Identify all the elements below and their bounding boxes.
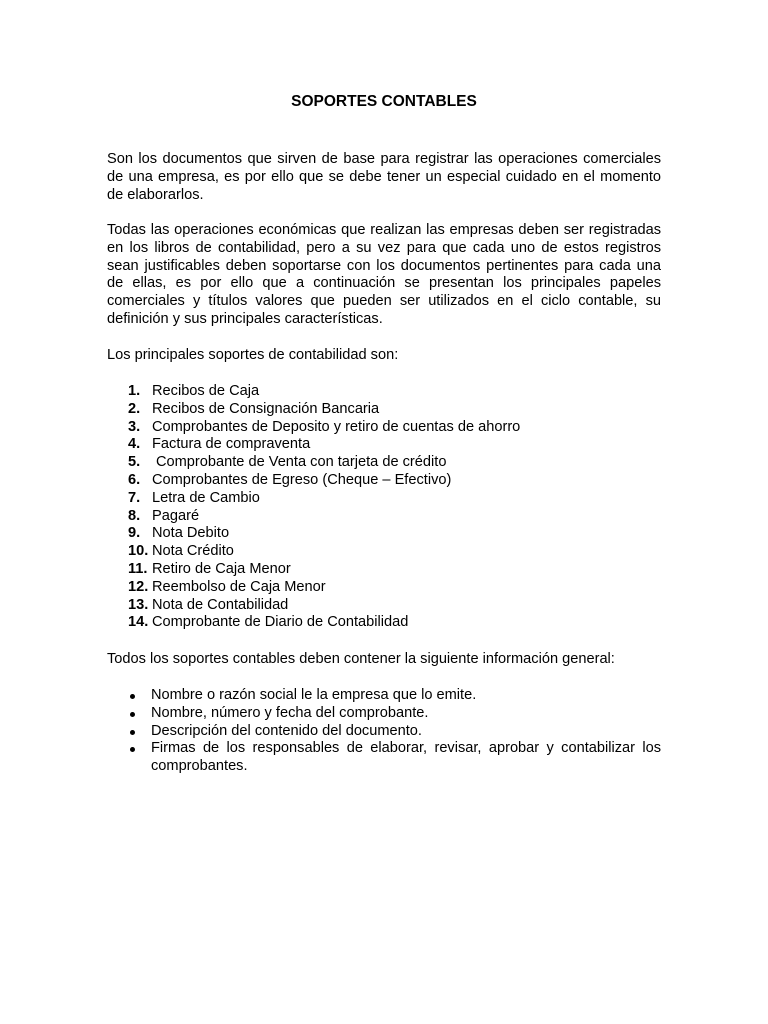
list-item (128, 419, 520, 437)
list-number: 13. (128, 596, 149, 613)
list-number: 11. (128, 560, 148, 577)
list-item-text: Retiro de Caja Menor (152, 560, 291, 577)
bullet-item-text: Firmas de los responsables de elaborar, revisar, aprobar y contabilizar los comprobantes. (151, 740, 661, 775)
list-item-text: Nota de Contabilidad (152, 596, 289, 613)
list-number: 7. (128, 489, 141, 506)
list-number: 1. (128, 383, 141, 399)
list-item-text: Factura de compraventa (152, 436, 311, 453)
list-item-text: Letra de Cambio (152, 489, 260, 506)
intro-paragraph: Son los documentos que sirven de base para registrar las operaciones comerciales de una empresa, es por ello que se debe tener un especial cuidado en el momento de elaborarlos. (107, 151, 661, 203)
list-item (128, 508, 520, 526)
list-item-text: Reembolso de Caja Menor (152, 578, 326, 595)
list-number: 2. (128, 400, 141, 417)
bullet-item-text: Nombre o razón social le la empresa que lo emite. (151, 687, 477, 703)
list-item-text: Pagaré (152, 507, 200, 524)
list-item (128, 401, 520, 419)
list-item-text: Comprobante de Venta con tarjeta de crédito (156, 454, 447, 471)
general-info-paragraph: Todos los soportes contables deben contener la siguiente información general: (107, 651, 615, 667)
list-item-text: Recibos de Consignación Bancaria (152, 400, 380, 417)
general-info-bullet-list (128, 687, 661, 776)
list-item-text: Comprobante de Diario de Contabilidad (152, 614, 409, 631)
list-item (128, 525, 520, 543)
bullet-item (128, 687, 661, 705)
list-number: 3. (128, 418, 141, 435)
list-item-text: Nota Debito (152, 525, 230, 542)
list-item (128, 454, 520, 472)
list-number: 12. (128, 578, 149, 595)
list-item (128, 436, 520, 454)
bullet-item (128, 740, 661, 776)
list-item-text: Nota Crédito (152, 543, 234, 560)
list-number: 5. (128, 454, 141, 471)
list-item (128, 614, 520, 632)
list-number: 10. (128, 543, 149, 560)
operations-paragraph: Todas las operaciones económicas que realizan las empresas deben ser registradas en los libros de contabilidad, pero a su vez para que cada uno de estos registros sean justificables deben soportarse con los documentos pertinentes para cada una de ellas, es por ello que a continuación se presentan los principales papeles comerciales y títulos valores que pueden ser utilizados en el ciclo contable, su definición y sus principales características. (107, 222, 661, 327)
list-item (128, 490, 520, 508)
list-item (128, 543, 520, 561)
supports-numbered-list (128, 383, 520, 632)
list-item-text: Recibos de Caja (152, 383, 260, 399)
list-item (128, 383, 520, 401)
list-item (128, 579, 520, 597)
document-title: SOPORTES CONTABLES (291, 93, 477, 110)
list-item-text: Comprobantes de Deposito y retiro de cuentas de ahorro (152, 418, 521, 435)
list-number: 8. (128, 507, 141, 524)
list-number: 9. (128, 525, 141, 542)
bullet-icon (130, 730, 135, 735)
list-item-text: Comprobantes de Egreso (Cheque – Efectivo) (152, 471, 452, 488)
list-number: 4. (128, 436, 141, 453)
bullet-item-text: Descripción del contenido del documento. (151, 722, 422, 739)
bullet-item-text: Nombre, número y fecha del comprobante. (151, 704, 429, 721)
bullet-icon (130, 712, 135, 717)
list-item (128, 561, 520, 579)
bullet-item (128, 705, 661, 723)
list-number: 14. (128, 614, 149, 631)
list-number: 6. (128, 471, 141, 488)
bullet-item (128, 723, 661, 741)
list-item (128, 472, 520, 490)
bullet-icon (130, 747, 135, 752)
list-intro-paragraph: Los principales soportes de contabilidad son: (107, 347, 399, 363)
list-item (128, 597, 520, 615)
bullet-icon (130, 694, 135, 699)
